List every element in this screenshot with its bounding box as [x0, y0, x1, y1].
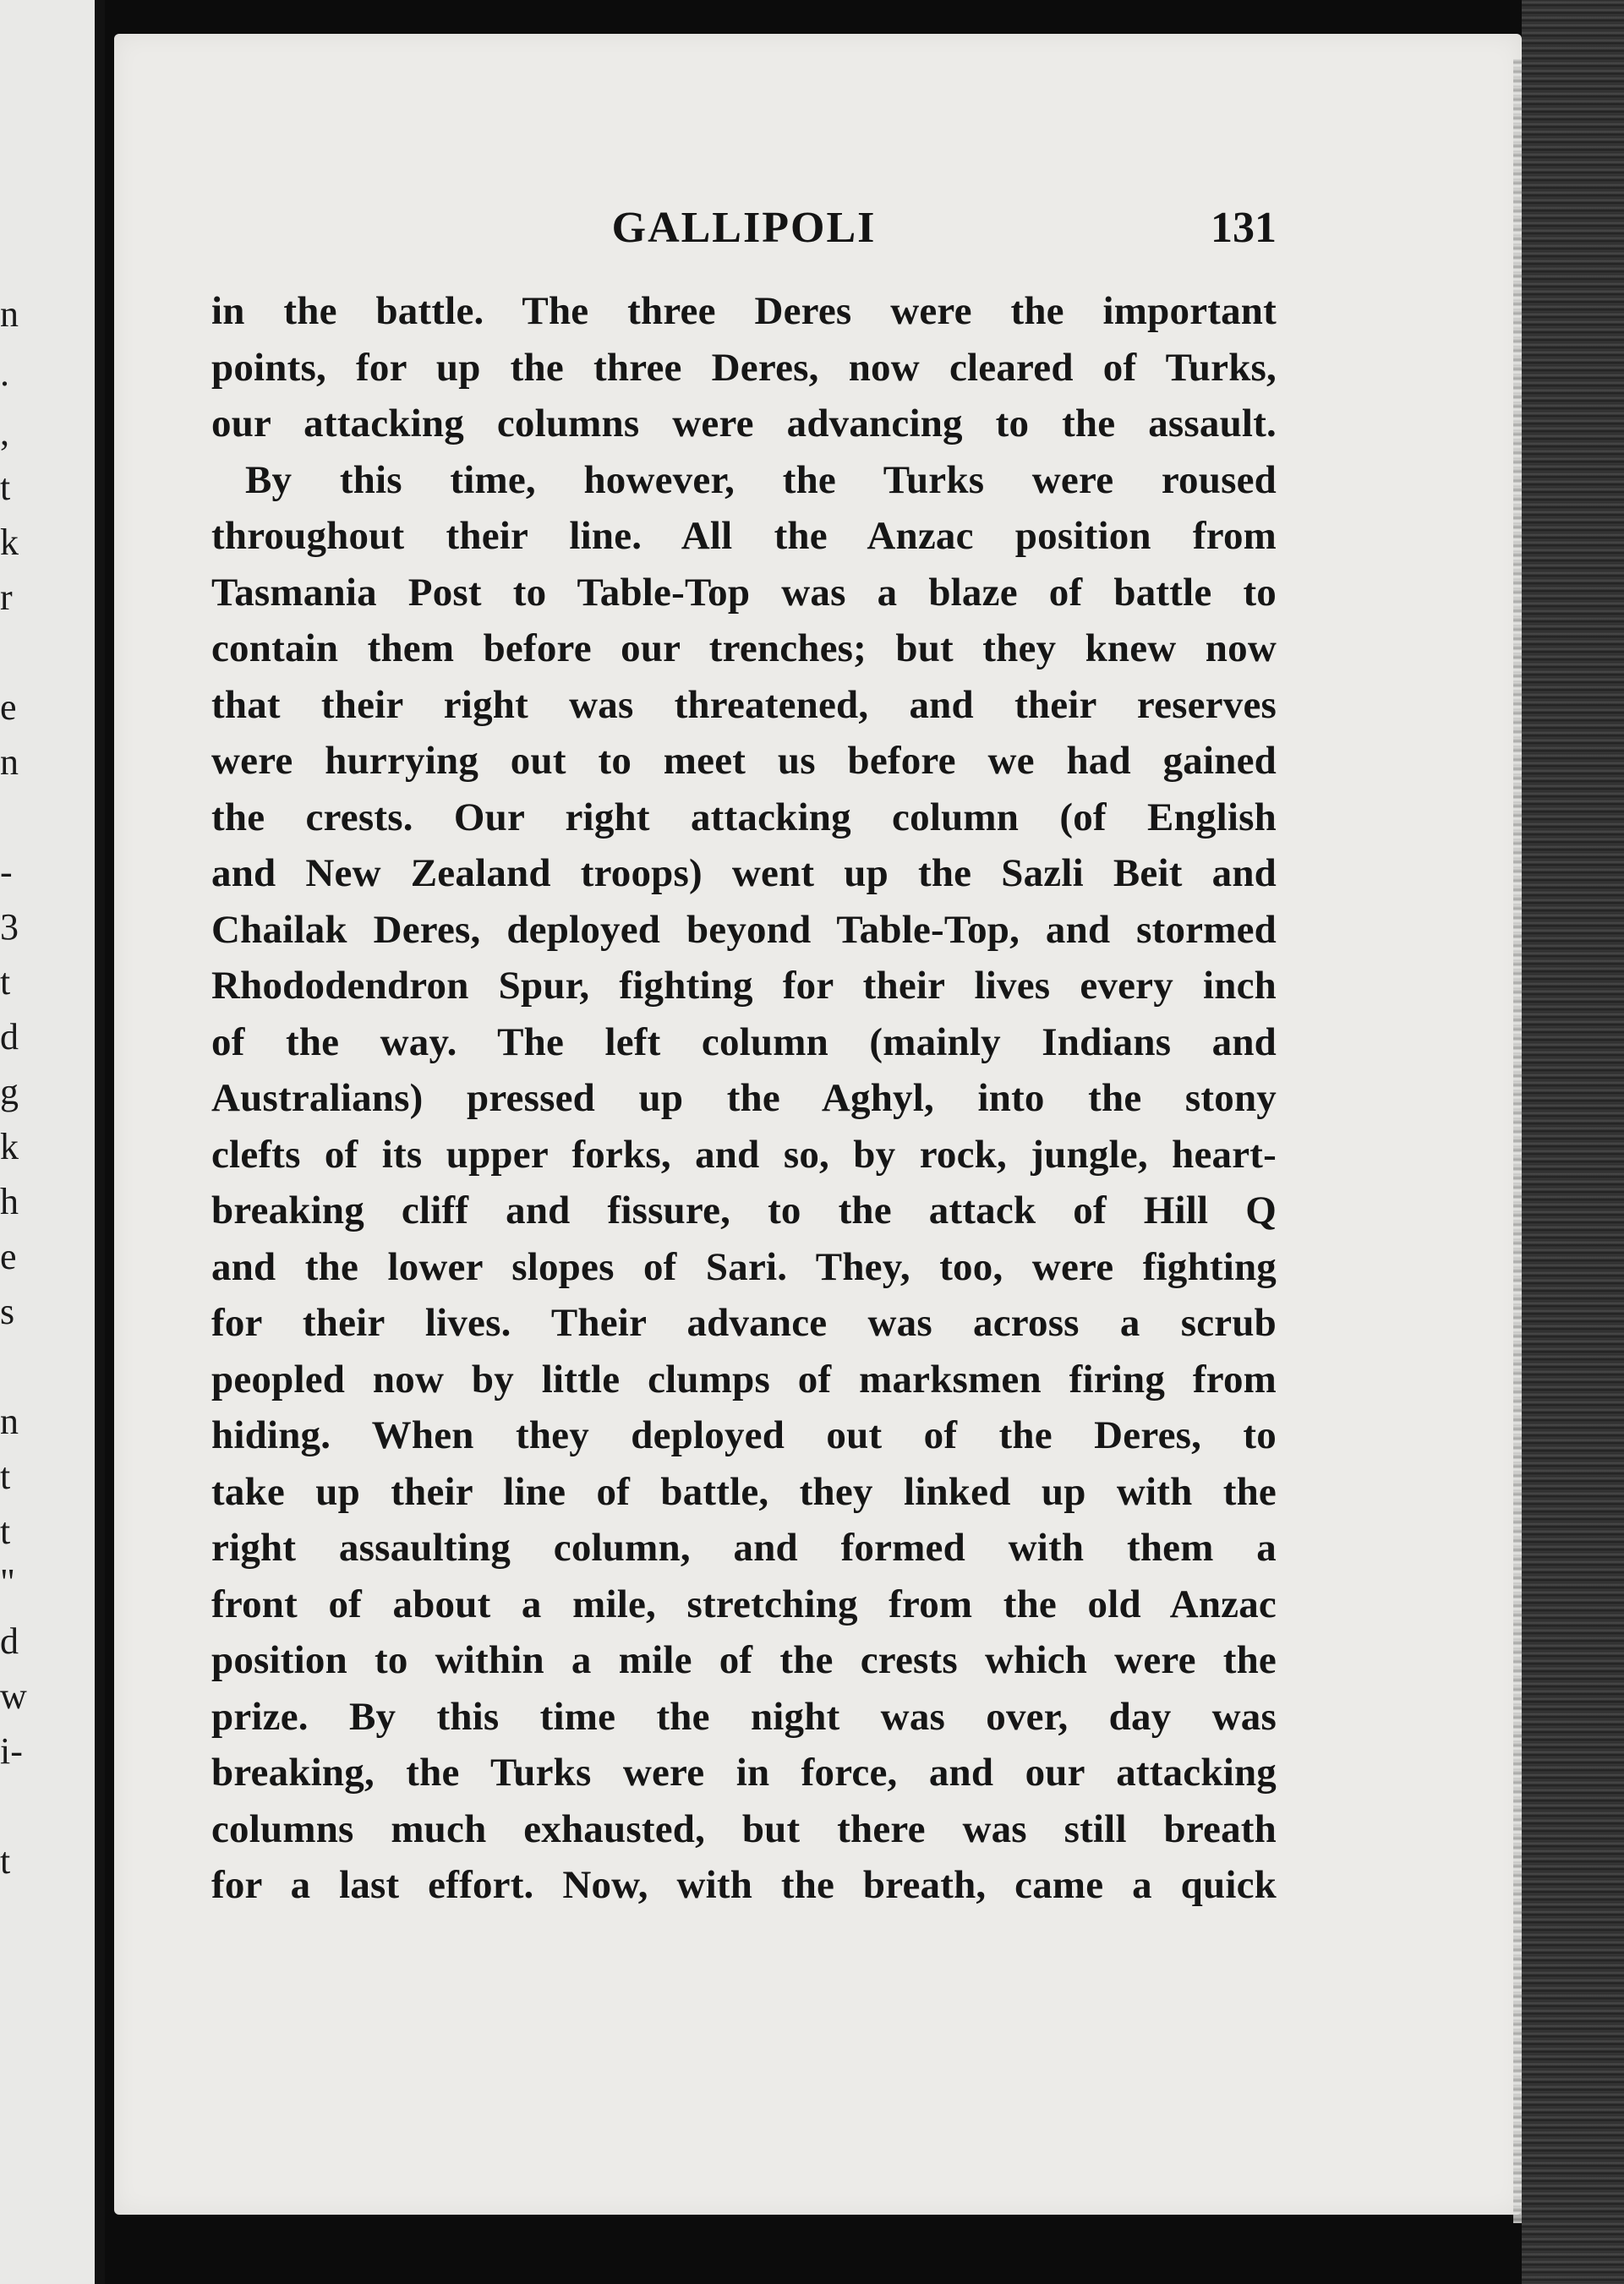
text-line: for a last effort. Now, with the breath, came a quick [211, 1863, 1277, 1907]
text-line: take up their line of battle, they linked up with the [211, 1469, 1277, 1514]
text-line: points, for up the three Deres, now cleared of Turks, [211, 345, 1277, 390]
facing-page-fragment: k [0, 1126, 19, 1167]
facing-page-fragment: n [0, 293, 19, 335]
text-line: contain them before our trenches; but they knew now [211, 626, 1277, 670]
facing-page [0, 0, 101, 2284]
text-line: Tasmania Post to Table-Top was a blaze of battle to [211, 570, 1277, 615]
text-line: breaking, the Turks were in force, and our attacking [211, 1751, 1277, 1795]
facing-page-fragment: t [0, 1511, 11, 1552]
facing-page-text-fragments [0, 0, 34, 2284]
text-line: and New Zealand troops) went up the Sazli Beit and [211, 851, 1277, 895]
facing-page-fragment: e [0, 1236, 17, 1277]
facing-page-fragment: i- [0, 1730, 23, 1772]
facing-page-fragment: d [0, 1620, 19, 1662]
text-line: peopled now by little clumps of marksmen firing from [211, 1357, 1277, 1402]
facing-page-fragment: n [0, 741, 19, 783]
facing-page-fragment: r [0, 576, 13, 618]
text-line: the crests. Our right attacking column (of English [211, 795, 1277, 839]
text-line: and the lower slopes of Sari. They, too, were fighting [211, 1244, 1277, 1289]
text-line: that their right was threatened, and their reserves [211, 682, 1277, 727]
text-line: of the way. The left column (mainly Indians and [211, 1019, 1277, 1064]
text-line: position to within a mile of the crests which were the [211, 1638, 1277, 1682]
text-line: Australians) pressed up the Aghyl, into the stony [211, 1076, 1277, 1120]
text-line: for their lives. Their advance was across a scrub [211, 1301, 1277, 1345]
facing-page-fragment: n [0, 1401, 19, 1442]
facing-page-fragment: k [0, 522, 19, 563]
text-line: By this time, however, the Turks were roused [245, 457, 1277, 502]
facing-page-fragment: , [0, 412, 9, 453]
facing-page-fragment: t [0, 1456, 11, 1497]
facing-page-fragment: h [0, 1181, 19, 1222]
text-line: prize. By this time the night was over, day was [211, 1694, 1277, 1739]
text-line: in the battle. The three Deres were the important [211, 289, 1277, 333]
text-line: our attacking columns were advancing to the assault. [211, 402, 1277, 445]
text-line: front of about a mile, stretching from the old Anzac [211, 1582, 1277, 1626]
facing-page-fragment: e [0, 686, 17, 728]
facing-page-fragment: t [0, 961, 11, 1003]
facing-page-fragment: - [0, 851, 13, 893]
facing-page-fragment: g [0, 1071, 19, 1112]
facing-page-fragment: s [0, 1291, 15, 1332]
facing-page-fragment: 3 [0, 906, 19, 948]
facing-page-fragment: . [0, 352, 9, 394]
text-line: columns much exhausted, but there was still breath [211, 1806, 1277, 1851]
text-line: hiding. When they deployed out of the Deres, to [211, 1413, 1277, 1457]
book-gutter [95, 0, 105, 2284]
text-line: throughout their line. All the Anzac position from [211, 514, 1277, 558]
body-text [211, 283, 1277, 1914]
book-edge [1522, 0, 1624, 2284]
facing-page-fragment: t [0, 1840, 11, 1882]
text-line: were hurrying out to meet us before we had gained [211, 739, 1277, 783]
running-title: GALLIPOLI [611, 204, 877, 252]
text-line: right assaulting column, and formed with them a [211, 1526, 1277, 1570]
facing-page-fragment: t [0, 467, 11, 508]
text-line: breaking cliff and fissure, to the attack of Hill Q [211, 1188, 1277, 1232]
text-line: Rhododendron Spur, fighting for their lives every inch [211, 964, 1277, 1008]
facing-page-fragment: d [0, 1016, 19, 1057]
text-line: Chailak Deres, deployed beyond Table-Top, and stormed [211, 907, 1277, 952]
facing-page-fragment: w [0, 1675, 27, 1717]
text-line: clefts of its upper forks, and so, by rock, jungle, heart- [211, 1132, 1277, 1177]
page-number: 131 [1211, 204, 1277, 252]
page-header [211, 203, 1277, 262]
facing-page-fragment: " [0, 1561, 15, 1603]
